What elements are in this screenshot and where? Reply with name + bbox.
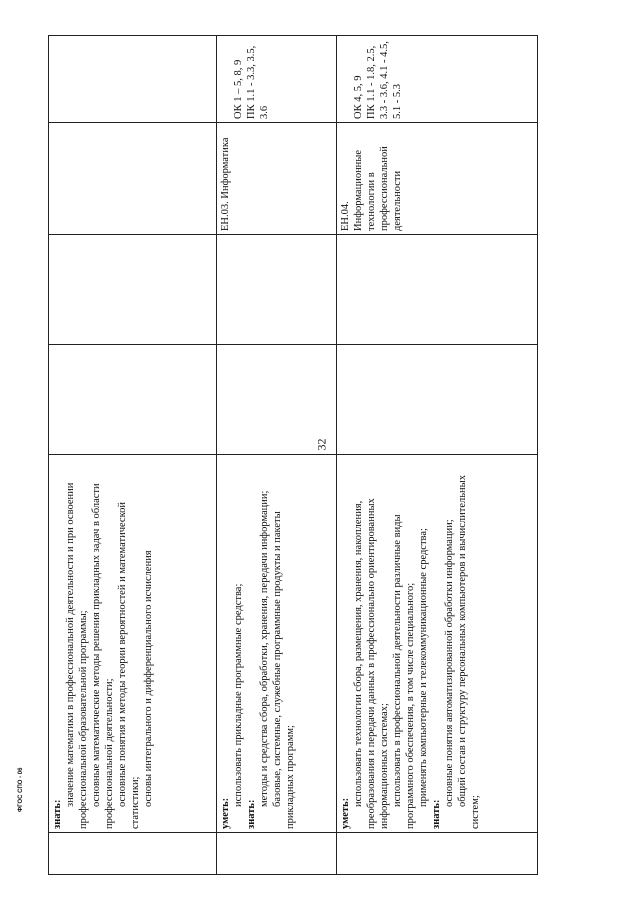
row2-discipline-cell xyxy=(219,127,333,231)
table-page xyxy=(48,35,538,875)
discipline-name: ЕН.04. Информационные технологии в профессиональной деятельности xyxy=(340,146,403,231)
row3-discipline-cell xyxy=(339,127,534,231)
competency-table xyxy=(48,35,538,875)
skills-item: применять компьютерные и телекоммуникационные средства; xyxy=(418,528,429,807)
skills-heading: уметь: xyxy=(220,797,231,829)
column-divider xyxy=(48,832,538,833)
skills-item: использовать технологии сбора, размещения, хранения, накопления, преобразования и передачи данных в профессионально ориентированных информационных системах; xyxy=(353,498,390,829)
skills-heading: уметь: xyxy=(340,797,351,829)
page-number: 32 xyxy=(314,438,329,451)
row-divider xyxy=(216,35,217,875)
footer-code: ФГОС СПО - 06 xyxy=(18,767,24,812)
column-divider xyxy=(48,234,538,235)
skills-heading: знать: xyxy=(52,799,63,829)
table-border-left xyxy=(48,874,538,875)
table-border-right xyxy=(48,35,538,36)
skills-item: общий состав и структуру персональных компьютеров и вычислительных систем; xyxy=(457,475,481,829)
column-divider xyxy=(48,122,538,123)
row2-competencies-cell xyxy=(219,39,333,119)
competency-codes: ОК 1 – 5, 8, 9 ПК 1.1 - 3.3, 3.5, 3.6 xyxy=(233,45,270,119)
skills-item: основы интегрального и дифференциального исчисления xyxy=(143,550,154,807)
skills-item: значение математики в профессиональной деятельности и при освоении профессиональной образовательной программы; xyxy=(65,482,89,829)
row3-competencies-cell xyxy=(339,39,534,119)
row1-skills-cell xyxy=(51,459,213,829)
discipline-name: ЕН.03. Информатика xyxy=(220,137,231,231)
skills-item: основные понятия и методы теории вероятностей и математической статистики; xyxy=(117,501,141,829)
skills-item: методы и средства сбора, обработки, хранения, передачи информации; xyxy=(259,490,270,807)
skills-item: основные математические методы решения прикладных задач в области профессиональной деятельности; xyxy=(91,483,115,829)
row2-skills-cell xyxy=(219,459,333,829)
column-divider xyxy=(48,344,538,345)
skills-item: основные понятия автоматизированной обработки информации; xyxy=(444,519,455,807)
skills-heading: знать: xyxy=(431,799,442,829)
skills-item: базовые, системные, служебные программные продукты и пакеты прикладных программ; xyxy=(272,511,296,829)
table-border-top xyxy=(48,35,49,875)
skills-item: использовать прикладные программные средства; xyxy=(233,583,244,807)
skills-heading: знать: xyxy=(246,799,257,829)
row3-skills-cell xyxy=(339,459,534,829)
column-divider xyxy=(48,454,538,455)
skills-item: использовать в профессиональной деятельности различные виды программного обеспечения, в том числе специального; xyxy=(392,514,416,829)
table-border-bottom xyxy=(537,35,538,875)
row-divider xyxy=(336,35,337,875)
competency-codes: ОК 4, 5, 9 ПК 1.1 - 1.8, 2.5, 3.3 - 3.6, 4.1 - 4.5, 5.1 - 5.3 xyxy=(353,41,403,119)
